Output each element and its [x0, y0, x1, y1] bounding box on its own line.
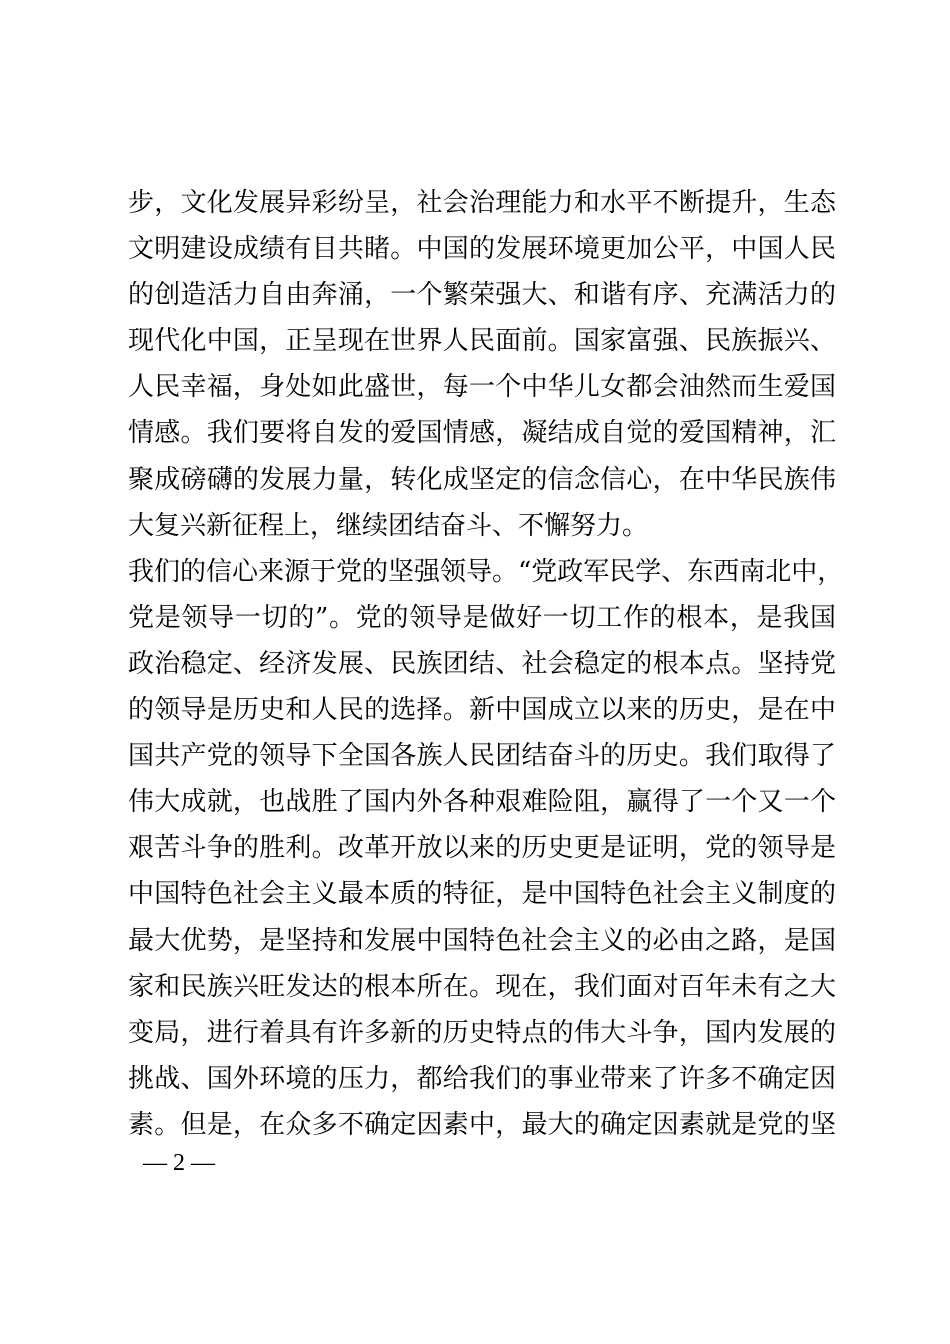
text-line: 家和民族兴旺发达的根本所在。现在，我们面对百年未有之大 — [128, 971, 836, 1002]
text-line: 挑战、国外环境的压力，都给我们的事业带来了许多不确定因 — [128, 1063, 836, 1094]
text-line: 文明建设成绩有目共睹。中国的发展环境更加公平，中国人民 — [128, 234, 836, 265]
page-number: — 2 — — [143, 1150, 215, 1176]
text-line: 现代化中国，正呈现在世界人民面前。国家富强、民族振兴、 — [128, 326, 836, 357]
text-line: 变局，进行着具有许多新的历史特点的伟大斗争，国内发展的 — [128, 1017, 836, 1048]
text-line: 人民幸福，身处如此盛世，每一个中华儿女都会油然而生爱国 — [128, 372, 836, 403]
text-line: 大复兴新征程上，继续团结奋斗、不懈努力。 — [128, 510, 649, 541]
text-line: 艰苦斗争的胜利。改革开放以来的历史更是证明，党的领导是 — [128, 833, 836, 864]
text-line: 步，文化发展异彩纷呈，社会治理能力和水平不断提升，生态 — [128, 188, 836, 218]
text-line: 国共产党的领导下全国各族人民团结奋斗的历史。我们取得了 — [128, 741, 836, 772]
document-body — [128, 180, 844, 1148]
text-line: 最大优势，是坚持和发展中国特色社会主义的必由之路，是国 — [128, 925, 836, 956]
text-line: 伟大成就，也战胜了国内外各种艰难险阻，赢得了一个又一个 — [128, 787, 836, 818]
text-line: 的创造活力自由奔涌，一个繁荣强大、和谐有序、充满活力的 — [128, 280, 836, 311]
text-line: 素。但是，在众多不确定因素中，最大的确定因素就是党的坚 — [128, 1109, 836, 1140]
text-line: 情感。我们要将自发的爱国情感，凝结成自觉的爱国精神，汇 — [128, 418, 836, 449]
text-line: 我们的信心来源于党的坚强领导。“党政军民学、东西南北中， — [128, 556, 844, 587]
text-line: 的领导是历史和人民的选择。新中国成立以来的历史，是在中 — [128, 695, 836, 726]
text-line: 政治稳定、经济发展、民族团结、社会稳定的根本点。坚持党 — [128, 648, 836, 679]
text-line: 党是领导一切的”。党的领导是做好一切工作的根本，是我国 — [128, 602, 836, 633]
text-line: 聚成磅礴的发展力量，转化成坚定的信念信心，在中华民族伟 — [128, 464, 836, 495]
text-line: 中国特色社会主义最本质的特征，是中国特色社会主义制度的 — [128, 879, 836, 910]
